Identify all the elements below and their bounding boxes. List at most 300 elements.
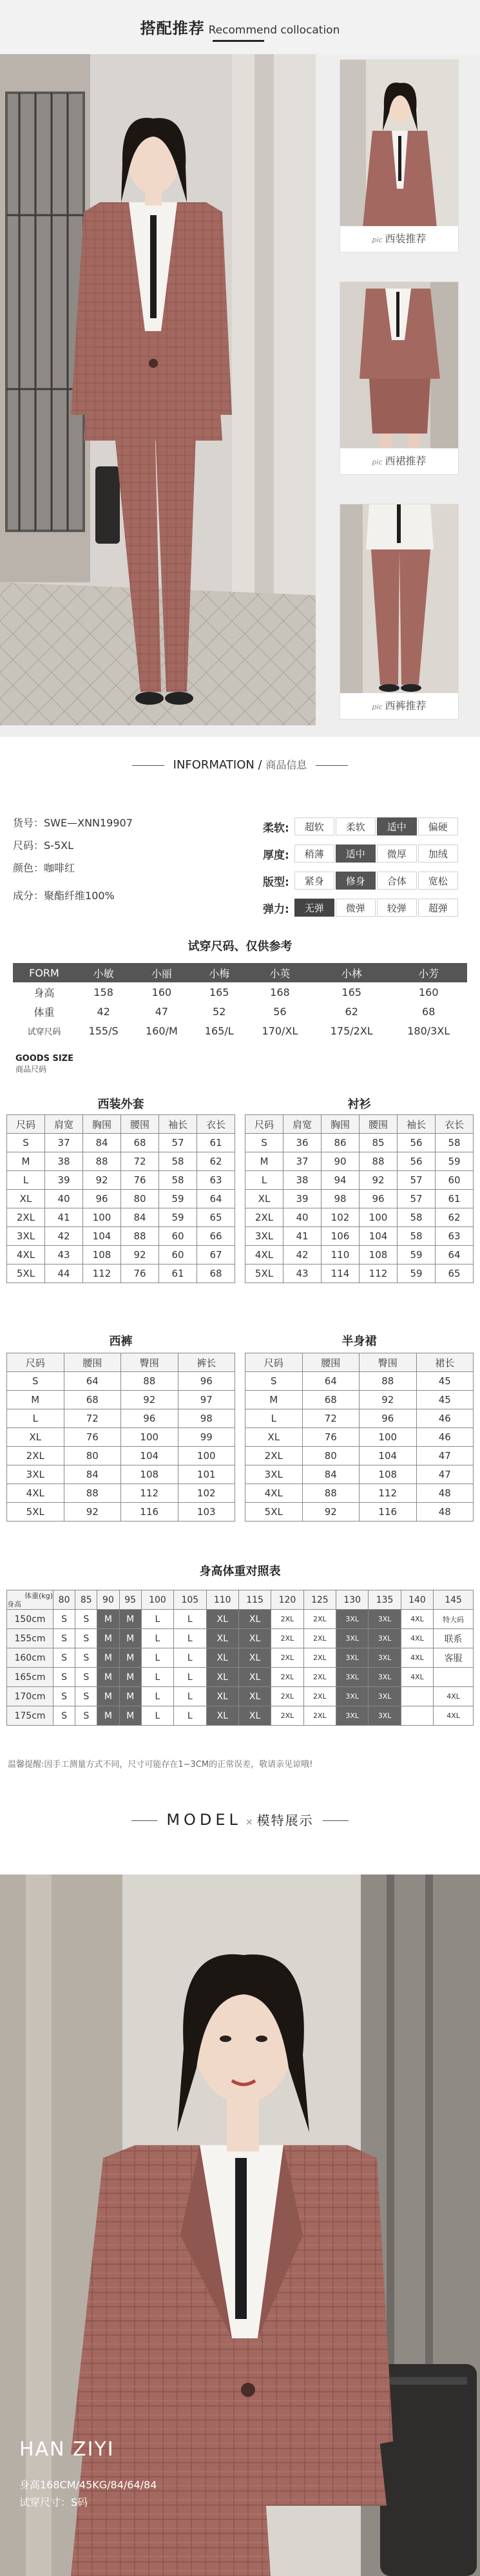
table-row: [7, 1190, 235, 1208]
corner-weight-label: 体重(kg): [24, 1591, 53, 1600]
size-cell: S: [75, 1648, 97, 1668]
weight-header: 135: [369, 1590, 401, 1610]
table-cell: L: [7, 1171, 45, 1190]
table-cell: 42: [45, 1227, 83, 1246]
thickness-option: 加绒: [418, 844, 458, 863]
table-cell: 92: [121, 1246, 159, 1264]
weight-header: 125: [303, 1590, 336, 1610]
table-cell: 37: [283, 1152, 322, 1171]
item-number: 货号：SWE—XNN19907: [13, 817, 133, 829]
size-cell: S: [53, 1706, 75, 1726]
table-cell: 46: [416, 1428, 474, 1447]
table-header: 臀围: [360, 1353, 417, 1372]
table-header-row: [245, 1353, 474, 1372]
attribute-row: [263, 840, 475, 867]
height-cell: 175cm: [7, 1706, 53, 1726]
size-cell: 3XL: [336, 1706, 369, 1726]
table-cell: 66: [197, 1227, 235, 1246]
table-cell: M: [7, 1152, 45, 1171]
attribute-scales: [263, 813, 475, 921]
table-cell: S: [7, 1134, 45, 1152]
table-header: 裤长: [178, 1353, 235, 1372]
table-cell: 100: [121, 1428, 178, 1447]
goods-size-heading: [15, 1054, 73, 1074]
table-header: 腰围: [121, 1115, 159, 1134]
table-cell: 175/2XL: [330, 1024, 373, 1037]
size-cell: 3XL: [369, 1706, 401, 1726]
size-cell: M: [97, 1648, 119, 1668]
table-row: [245, 1409, 474, 1428]
table-cell: M: [245, 1152, 283, 1171]
table-cell: 158: [93, 986, 113, 998]
table-cell: 37: [45, 1134, 83, 1152]
table-cell: S: [245, 1134, 283, 1152]
table-cell: 155/S: [88, 1024, 119, 1037]
fit-scale: [294, 872, 458, 890]
table-cell: 58: [398, 1208, 436, 1227]
stretch-option: 微弹: [336, 899, 376, 917]
table-header: 肩宽: [283, 1115, 322, 1134]
size-cell: S: [75, 1687, 97, 1706]
table-header-row: [245, 1115, 474, 1134]
table-header: 袖长: [398, 1115, 436, 1134]
table-row: [13, 1021, 467, 1040]
table-row: [7, 1171, 235, 1190]
table-cell: 4XL: [245, 1484, 303, 1503]
table-cell: 63: [197, 1171, 235, 1190]
size-cell: 2XL: [271, 1687, 303, 1706]
table-cell: 92: [360, 1171, 398, 1190]
title-line-right: [316, 765, 348, 766]
table-cell: XL: [245, 1428, 303, 1447]
size-cell: S: [75, 1706, 97, 1726]
size-cell: 2XL: [271, 1629, 303, 1648]
size-cell: 3XL: [336, 1668, 369, 1687]
table-cell: 40: [45, 1190, 83, 1208]
size-cell: XL: [238, 1648, 271, 1668]
thumb-suit-illustration: [340, 60, 459, 227]
table-row: [13, 1002, 467, 1021]
table-cell: 56: [398, 1134, 436, 1152]
recommend-underline: [213, 40, 264, 42]
table-cell: 43: [45, 1246, 83, 1264]
table-cell: 108: [360, 1246, 398, 1264]
table-cell: 36: [283, 1134, 322, 1152]
softness-scale: [294, 817, 458, 835]
table-row: [7, 1447, 235, 1465]
table-cell: 112: [121, 1484, 178, 1503]
title-line-left: [132, 765, 164, 766]
size-cell: M: [119, 1706, 141, 1726]
table-header: 小林: [313, 963, 390, 982]
size-cell: XL: [206, 1668, 238, 1687]
table-row: [7, 1409, 235, 1428]
skirt-size-table: [245, 1353, 474, 1522]
table-cell: L: [7, 1409, 64, 1428]
thumb-suit[interactable]: [340, 59, 459, 253]
weight-header: 100: [141, 1590, 173, 1610]
table-header: FORM: [13, 963, 75, 982]
models-ref-header-row: [13, 963, 467, 982]
table-cell: 86: [322, 1134, 360, 1152]
softness-option: 柔软: [336, 817, 376, 835]
height-cell: 155cm: [7, 1629, 53, 1648]
table-cell: 116: [121, 1503, 178, 1522]
thickness-scale: [294, 844, 458, 863]
table-cell: 80: [302, 1447, 360, 1465]
table-cell: 试穿尺码: [27, 1027, 61, 1037]
thumb-skirt[interactable]: [340, 281, 459, 475]
table-cell: 112: [83, 1264, 121, 1283]
stretch-option: 超弹: [418, 899, 458, 917]
size-cell: 4XL: [401, 1629, 433, 1648]
table-cell: 62: [197, 1152, 235, 1171]
information-title-cn: 商品信息: [265, 759, 307, 771]
title-line-right: [323, 1820, 349, 1821]
height-weight-title: 身高体重对照表: [199, 1565, 281, 1578]
size-cell: L: [174, 1629, 206, 1648]
table-cell: XL: [245, 1190, 283, 1208]
size-cell: L: [141, 1668, 173, 1687]
table-cell: 112: [360, 1264, 398, 1283]
table-row: [7, 1629, 474, 1648]
fit-option: 宽松: [418, 872, 458, 890]
table-row: [7, 1264, 235, 1283]
table-cell: 58: [159, 1171, 197, 1190]
height-cell: 150cm: [7, 1610, 53, 1629]
size-cell: 2XL: [271, 1706, 303, 1726]
table-cell: 47: [416, 1465, 474, 1484]
size-cell: 2XL: [271, 1668, 303, 1687]
size-cell: 2XL: [303, 1687, 336, 1706]
stretch-scale: [294, 899, 458, 917]
table-cell: 62: [345, 1005, 358, 1018]
size-cell: M: [119, 1629, 141, 1648]
table-cell: 5XL: [7, 1503, 64, 1522]
suit-size-table: [6, 1114, 235, 1283]
size-cell: 2XL: [303, 1706, 336, 1726]
table-header: 袖长: [159, 1115, 197, 1134]
thickness-option-selected: 适中: [336, 844, 376, 863]
size-cell: XL: [238, 1706, 271, 1726]
table-cell: 88: [64, 1484, 121, 1503]
model-stats: 身高168CM/45KG/84/64/84: [19, 2479, 157, 2491]
size-cell: 3XL: [369, 1668, 401, 1687]
table-cell: 102: [322, 1208, 360, 1227]
table-row: [245, 1264, 474, 1283]
size-cell: 3XL: [369, 1648, 401, 1668]
table-cell: 60: [159, 1227, 197, 1246]
main-photo-illustration: [0, 54, 316, 725]
size-cell: 4XL: [401, 1648, 433, 1668]
table-cell: 94: [322, 1171, 360, 1190]
table-row: [7, 1372, 235, 1391]
models-ref-table: [13, 963, 467, 1040]
table-cell: 39: [45, 1171, 83, 1190]
table-cell: 4XL: [7, 1246, 45, 1264]
table-cell: 88: [360, 1152, 398, 1171]
table-row: [245, 1171, 474, 1190]
table-cell: 103: [178, 1503, 235, 1522]
size-cell: 2XL: [271, 1648, 303, 1668]
size-cell: XL: [238, 1610, 271, 1629]
attribute-row: [263, 894, 475, 921]
table-cell: 5XL: [245, 1503, 303, 1522]
size-cell: M: [119, 1668, 141, 1687]
table-row: [7, 1668, 474, 1687]
table-cell: 96: [83, 1190, 121, 1208]
table-cell: 92: [121, 1391, 178, 1409]
table-cell: 92: [302, 1503, 360, 1522]
table-row: [7, 1246, 235, 1264]
table-cell: 88: [121, 1372, 178, 1391]
table-cell: 38: [45, 1152, 83, 1171]
table-cell: 64: [197, 1190, 235, 1208]
size-cell: L: [174, 1668, 206, 1687]
table-cell: 96: [360, 1190, 398, 1208]
size-cell: S: [53, 1610, 75, 1629]
table-row: [245, 1503, 474, 1522]
table-cell: 68: [197, 1264, 235, 1283]
fit-label: 版型:: [263, 875, 289, 889]
table-cell: 42: [283, 1246, 322, 1264]
weight-header: 140: [401, 1590, 433, 1610]
thumb-pants[interactable]: [340, 504, 459, 720]
goods-size-title-en: GOODS SIZE: [15, 1054, 73, 1064]
table-header-row: [7, 1590, 474, 1610]
table-header: 尺码: [245, 1353, 303, 1372]
table-cell: 4XL: [7, 1484, 64, 1503]
models-ref-title: 试穿尺码、仅供参考: [187, 940, 293, 953]
recommend-header: [0, 0, 480, 54]
table-cell: 88: [83, 1152, 121, 1171]
size-cell: 联系: [434, 1629, 474, 1648]
softness-label: 柔软:: [263, 821, 289, 835]
table-cell: 96: [360, 1409, 417, 1428]
table-row: [7, 1706, 474, 1726]
table-cell: 101: [178, 1465, 235, 1484]
table-header: 小梅: [192, 963, 247, 982]
stretch-label: 弹力:: [263, 902, 289, 916]
main-product-photo[interactable]: [0, 54, 316, 725]
thumb-skirt-caption: pic 西裙推荐: [340, 448, 458, 474]
information-title-en: INFORMATION: [173, 758, 254, 772]
table-row: [245, 1190, 474, 1208]
fit-option: 合体: [377, 872, 417, 890]
weight-header: 85: [75, 1590, 97, 1610]
table-cell: 98: [178, 1409, 235, 1428]
table-header: 尺码: [7, 1115, 45, 1134]
size-cell: XL: [206, 1629, 238, 1648]
size-cell: L: [174, 1610, 206, 1629]
table-cell: 92: [360, 1391, 417, 1409]
size-cell: 3XL: [369, 1687, 401, 1706]
table-cell: 76: [64, 1428, 121, 1447]
table-cell: 64: [302, 1372, 360, 1391]
thumb-skirt-illustration: [340, 282, 459, 450]
size-cell: S: [53, 1648, 75, 1668]
size-cell: XL: [206, 1610, 238, 1629]
table-cell: 63: [436, 1227, 474, 1246]
table-header: 肩宽: [45, 1115, 83, 1134]
table-row: [13, 982, 467, 1002]
table-row: [7, 1610, 474, 1629]
table-cell: 88: [360, 1372, 417, 1391]
table-cell: 57: [398, 1171, 436, 1190]
size-cell: L: [141, 1687, 173, 1706]
pants-table-title: 西裤: [109, 1335, 133, 1348]
table-header: 腰围: [302, 1353, 360, 1372]
recommend-title: [0, 15, 480, 38]
table-row: [245, 1152, 474, 1171]
table-header-row: [7, 1353, 235, 1372]
table-row: [7, 1227, 235, 1246]
table-cell: 65: [197, 1208, 235, 1227]
table-cell: 104: [121, 1447, 178, 1465]
table-cell: 85: [360, 1134, 398, 1152]
size-cell: 2XL: [303, 1610, 336, 1629]
weight-header: 130: [336, 1590, 369, 1610]
suit-table-title: 西装外套: [97, 1098, 144, 1111]
table-cell: 2XL: [7, 1447, 64, 1465]
size-note: 温馨提醒:因手工测量方式不同，尺寸可能存在1~3CM的正常误差，敬请亲见谅哦!: [8, 1760, 313, 1770]
table-cell: 61: [159, 1264, 197, 1283]
table-cell: 80: [121, 1190, 159, 1208]
table-cell: 72: [64, 1409, 121, 1428]
softness-option: 偏硬: [418, 817, 458, 835]
table-cell: 72: [121, 1152, 159, 1171]
table-cell: 106: [322, 1227, 360, 1246]
table-cell: 60: [436, 1171, 474, 1190]
table-header: 小英: [247, 963, 313, 982]
table-header: 胸围: [322, 1115, 360, 1134]
table-header: 腰围: [64, 1353, 121, 1372]
size-cell: [401, 1706, 433, 1726]
pants-size-table: [6, 1353, 235, 1522]
size-cell: L: [174, 1706, 206, 1726]
table-cell: 58: [159, 1152, 197, 1171]
table-cell: 104: [360, 1447, 417, 1465]
size-cell: XL: [206, 1648, 238, 1668]
size-cell: L: [141, 1648, 173, 1668]
table-cell: 47: [155, 1005, 169, 1018]
table-row: [7, 1687, 474, 1706]
size-cell: 客服: [434, 1648, 474, 1668]
weight-header: 90: [97, 1590, 119, 1610]
model-trial-size: 试穿尺寸：S码: [19, 2496, 88, 2508]
shirt-table-title: 衬衫: [347, 1098, 371, 1111]
size-cell: 特大码: [434, 1610, 474, 1629]
weight-header: 145: [434, 1590, 474, 1610]
table-cell: 62: [436, 1208, 474, 1227]
table-cell: 160: [151, 986, 172, 998]
table-row: [245, 1227, 474, 1246]
attribute-row: [263, 813, 475, 840]
table-header: 胸围: [83, 1115, 121, 1134]
table-cell: 102: [178, 1484, 235, 1503]
table-cell: 体重: [34, 1006, 55, 1018]
size-cell: M: [97, 1610, 119, 1629]
table-cell: 57: [159, 1134, 197, 1152]
size-cell: XL: [238, 1629, 271, 1648]
size-cell: XL: [238, 1668, 271, 1687]
table-cell: 45: [416, 1372, 474, 1391]
table-cell: 92: [64, 1503, 121, 1522]
table-cell: 165/L: [204, 1024, 234, 1037]
table-cell: 108: [83, 1246, 121, 1264]
table-cell: 96: [178, 1372, 235, 1391]
table-cell: 65: [436, 1264, 474, 1283]
table-header: 臀围: [121, 1353, 178, 1372]
table-cell: 84: [64, 1465, 121, 1484]
information-title: INFORMATION / 商品信息: [0, 757, 480, 772]
table-cell: 170/XL: [262, 1024, 298, 1037]
table-cell: XL: [7, 1190, 45, 1208]
size-cell: L: [141, 1629, 173, 1648]
table-cell: 41: [283, 1227, 322, 1246]
size-cell: 3XL: [369, 1629, 401, 1648]
size-cell: S: [53, 1668, 75, 1687]
size-cell: S: [53, 1629, 75, 1648]
thickness-label: 厚度:: [263, 848, 289, 862]
skirt-table-title: 半身裙: [341, 1335, 377, 1348]
size-cell: M: [119, 1610, 141, 1629]
table-cell: 59: [398, 1264, 436, 1283]
table-row: [245, 1465, 474, 1484]
table-cell: 72: [302, 1409, 360, 1428]
table-cell: 59: [436, 1152, 474, 1171]
table-cell: M: [245, 1391, 303, 1409]
weight-header: 80: [53, 1590, 75, 1610]
size-cell: 3XL: [336, 1629, 369, 1648]
table-cell: 46: [416, 1409, 474, 1428]
table-cell: 41: [45, 1208, 83, 1227]
table-cell: 64: [436, 1246, 474, 1264]
table-cell: 3XL: [7, 1465, 64, 1484]
table-row: [245, 1428, 474, 1447]
table-cell: 61: [436, 1190, 474, 1208]
model-photo-illustration: [0, 1875, 480, 2576]
size-cell: 4XL: [434, 1706, 474, 1726]
model-photo[interactable]: [0, 1875, 480, 2576]
table-cell: 97: [178, 1391, 235, 1409]
weight-header: 110: [206, 1590, 238, 1610]
table-cell: 42: [97, 1005, 110, 1018]
color-value: 颜色：咖啡红: [13, 862, 75, 874]
table-row: [7, 1152, 235, 1171]
table-cell: 58: [398, 1227, 436, 1246]
table-cell: 180/3XL: [407, 1024, 450, 1037]
size-cell: [401, 1687, 433, 1706]
table-header: 小丽: [131, 963, 191, 982]
table-cell: 112: [360, 1484, 417, 1503]
table-cell: 84: [83, 1134, 121, 1152]
table-cell: 2XL: [7, 1208, 45, 1227]
table-cell: 47: [416, 1447, 474, 1465]
height-cell: 165cm: [7, 1668, 53, 1687]
table-header: 小芳: [390, 963, 467, 982]
table-cell: 88: [302, 1484, 360, 1503]
model-title-cn: 模特展示: [256, 1813, 314, 1828]
table-cell: 114: [322, 1264, 360, 1283]
table-header: 腰围: [360, 1115, 398, 1134]
thumb-suit-caption: pic 西装推荐: [340, 226, 458, 252]
table-cell: S: [245, 1372, 303, 1391]
size-cell: L: [174, 1648, 206, 1668]
table-cell: 100: [83, 1208, 121, 1227]
table-row: [7, 1465, 235, 1484]
table-header: 裙长: [416, 1353, 474, 1372]
